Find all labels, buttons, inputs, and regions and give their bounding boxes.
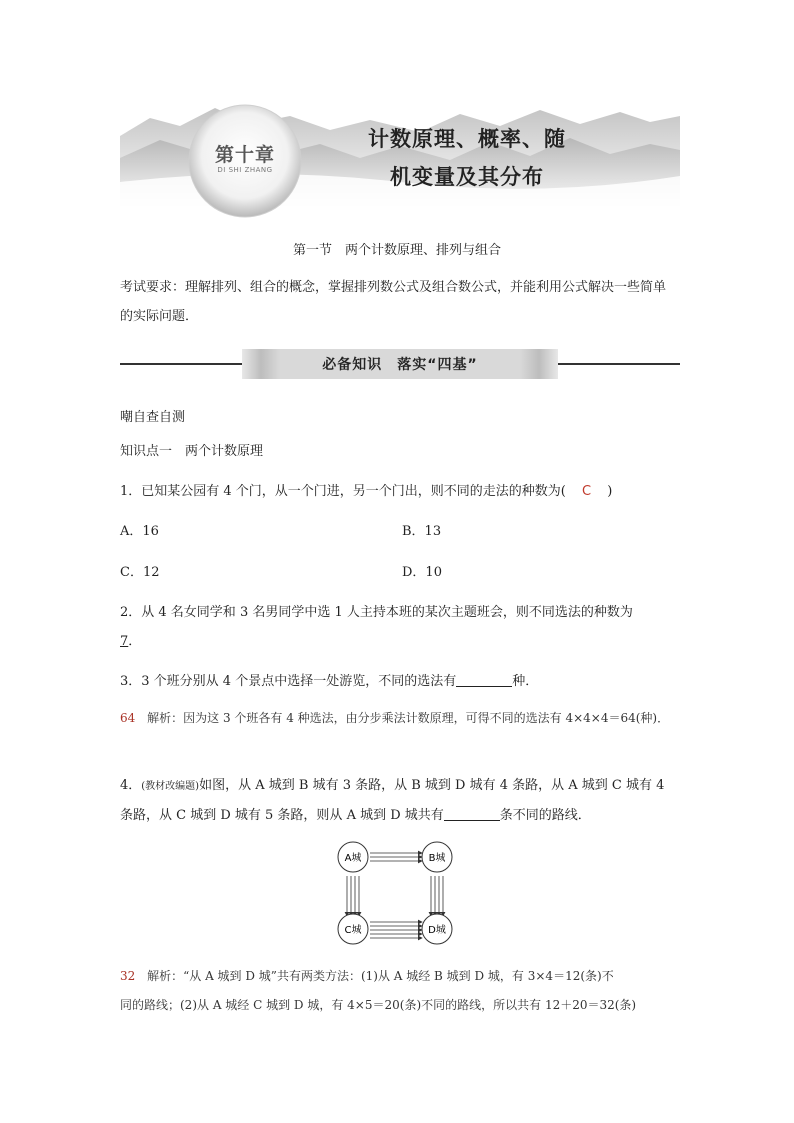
option-d: D．10 <box>402 565 442 580</box>
question-4-solution-line2: 同的路线；(2)从 A 城经 C 城到 D 城，有 4×5＝20(条)不同的路线，所以共有 12＋20＝32(条) <box>120 998 637 1012</box>
chapter-seal-label: 第十章 <box>214 144 275 166</box>
question-1-answer: C <box>582 484 592 499</box>
question-3-solution-label: 解析： <box>147 711 184 725</box>
question-4-solution-text-1: “从 A 城到 D 城”共有两类方法：(1)从 A 城经 B 城到 D 城，有 3×4＝12(条)不 <box>183 969 614 983</box>
question-3-answer: 64 <box>120 711 136 725</box>
chapter-title-line2: 机变量及其分布 <box>390 165 544 189</box>
question-4-solution-label: 解析： <box>147 969 184 983</box>
divider-label: 必备知识 落实“四基” <box>322 357 478 373</box>
question-3 <box>120 670 538 689</box>
exam-requirement: 考试要求：理解排列、组合的概念，掌握排列数公式及组合数公式，并能利用公式解决一些简单的实际问题． <box>120 280 667 324</box>
section-divider <box>120 349 680 379</box>
node-b <box>422 842 452 872</box>
option-a: A．16 <box>120 524 159 539</box>
question-4-blank <box>444 806 500 821</box>
question-2-answer: 7 <box>120 634 129 649</box>
knowledge-point-title: 知识点一 两个计数原理 <box>120 444 264 459</box>
question-1-close: ) <box>607 484 613 499</box>
question-4-solution-line1 <box>120 962 680 991</box>
option-c: C．12 <box>120 565 160 580</box>
question-1 <box>120 480 612 499</box>
node-d-label: D城 <box>428 925 446 936</box>
question-3-text: 3．3 个班分别从 4 个景点中选择一处游览，不同的选法有 <box>120 674 457 689</box>
chapter-title-line1: 计数原理、概率、随 <box>368 127 566 151</box>
chapter-title <box>348 120 586 196</box>
question-4-number: 4． <box>120 778 142 793</box>
node-c <box>338 914 368 944</box>
question-4-answer: 32 <box>120 969 136 983</box>
question-2-answer-line <box>120 630 141 649</box>
chapter-seal-pinyin: DI SHI ZHANG <box>217 166 273 174</box>
question-3-text-after: 种． <box>512 674 539 689</box>
node-d <box>422 914 452 944</box>
question-3-blank <box>456 672 512 687</box>
option-b: B．13 <box>402 524 442 539</box>
node-b-label: B城 <box>428 853 446 864</box>
question-1-text: 1．已知某公园有 4 个门，从一个门进，另一个门出，则不同的走法的种数为( <box>120 484 566 499</box>
question-2-end: ． <box>128 634 142 649</box>
question-4-solution <box>120 962 680 1020</box>
routes-a-to-c <box>347 876 359 916</box>
routes-a-to-b <box>370 853 422 861</box>
question-3-solution <box>120 704 680 733</box>
question-4 <box>120 771 678 830</box>
routes-b-to-d <box>431 876 443 916</box>
node-a-label: A城 <box>344 853 362 864</box>
section-title: 第一节 两个计数原理、排列与组合 <box>292 243 501 258</box>
question-4-text-after: 条不同的路线． <box>499 808 591 823</box>
question-4-text: 如图，从 A 城到 B 城有 3 条路，从 B 城到 D 城有 4 条路，从 A 城到 C 城有 4 条路，从 C 城到 D 城有 5 条路，则从 A 城到 D 城共有 <box>120 778 665 823</box>
question-4-tag: (教材改编题) <box>141 781 200 792</box>
city-route-diagram <box>334 840 464 946</box>
routes-c-to-d <box>370 922 422 938</box>
self-check-label: 嘲自查自测 <box>120 410 186 425</box>
question-3-solution-text: 因为这 3 个班各有 4 种选法，由分步乘法计数原理，可得不同的选法有 4×4×4＝64(种)． <box>183 711 670 725</box>
node-a <box>338 842 368 872</box>
node-c-label: C城 <box>344 925 362 936</box>
question-2-text: 2．从 4 名女同学和 3 名男同学中选 1 人主持本班的某次主题班会，则不同选法的种数为 <box>120 605 633 620</box>
chapter-banner <box>120 96 680 206</box>
